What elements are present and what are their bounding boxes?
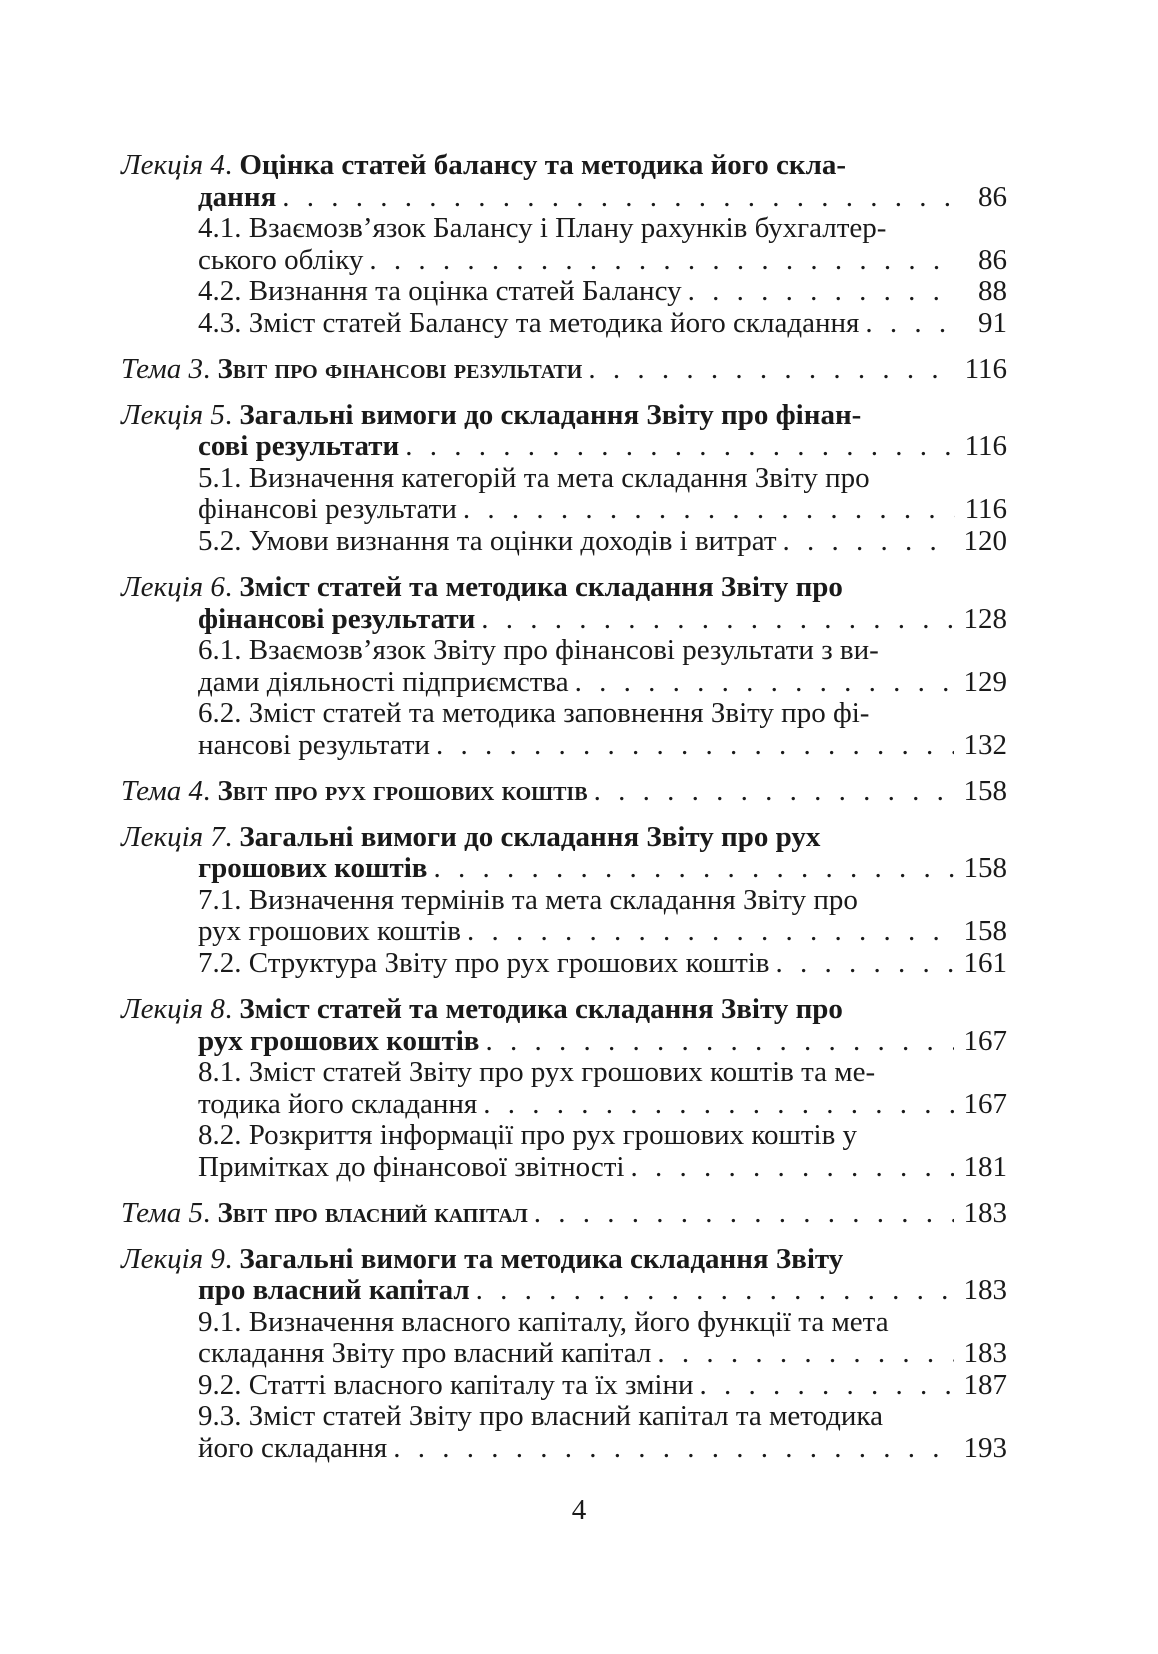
subsection-text: 9.2. Статті власного капіталу та їх зміни: [198, 1368, 694, 1401]
dot-leader: [776, 948, 954, 980]
page-ref: 158: [963, 915, 1007, 947]
subsection-entry[interactable]: [121, 245, 1007, 277]
toc-lecture-entry[interactable]: [121, 572, 1007, 761]
subsection-text: 6.1. Взаємозв’язок Звіту про фінансові результати з ви-: [198, 634, 879, 666]
dot-leader: [865, 308, 955, 340]
lecture-title: Зміст статей та методика складання Звіту про: [239, 993, 843, 1025]
subsection-text: 4.3. Зміст статей Балансу та методика його складання: [198, 306, 860, 339]
subsection-text: 8.1. Зміст статей Звіту про рух грошових коштів та ме-: [198, 1056, 876, 1088]
toc-lecture-entry[interactable]: [121, 1244, 1007, 1465]
entry-text: [198, 604, 475, 636]
toc-line: [121, 1026, 1007, 1058]
entry-text: [198, 1026, 479, 1058]
toc-lecture-entry[interactable]: [121, 400, 1007, 558]
dot-leader: [630, 1152, 953, 1184]
subsection-entry[interactable]: [121, 1338, 1007, 1370]
theme-title: Звіт про рух грошових коштів: [217, 775, 588, 807]
lecture-prefix: Лекція 4: [121, 149, 225, 181]
subsection-entry[interactable]: [121, 948, 1007, 980]
subsection-text: складання Звіту про власний капітал: [198, 1337, 652, 1369]
toc-line: Лекція 9. Загальні вимоги та методика складання Звіту: [121, 1242, 844, 1275]
page-ref: 158: [963, 775, 1007, 807]
toc-lecture-entry[interactable]: [121, 150, 1007, 339]
toc-line: [121, 1307, 1007, 1339]
page-ref: 167: [963, 1024, 1007, 1057]
toc-line: [121, 1120, 1007, 1152]
subsection-text: тодика його складання: [198, 1087, 478, 1120]
subsection-entry[interactable]: [121, 667, 1007, 699]
theme-title: Звіт про фінансові результати: [217, 353, 583, 385]
lecture-prefix: Лекція 5: [121, 398, 225, 431]
page-ref: 116: [964, 430, 1007, 462]
lecture-title: Загальні вимоги до складання Звіту про рух: [239, 820, 821, 853]
theme-prefix: Тема 5: [121, 1197, 203, 1229]
dot-leader: [463, 494, 955, 526]
dot-leader: [369, 245, 955, 277]
toc-line: [121, 1057, 1007, 1089]
subsection-text: нансові результати: [198, 728, 431, 761]
subsection-text: 8.2. Розкриття інформації про рух грошових коштів у: [198, 1119, 858, 1151]
subsection-text: ського обліку: [198, 243, 364, 276]
toc-line: [121, 885, 1007, 917]
dot-leader: [688, 276, 955, 308]
page-ref: 187: [963, 1368, 1007, 1401]
subsection-text: рух грошових коштів: [198, 915, 461, 947]
theme-prefix: Тема 4: [121, 775, 203, 807]
entry-text: [198, 276, 682, 308]
entry-text: Тема 5. Звіт про власний капітал: [121, 1197, 528, 1229]
subsection-text: фінансові результати: [198, 493, 457, 525]
entry-text: [198, 245, 363, 277]
toc-theme-entry[interactable]: [121, 1198, 1007, 1230]
page-ref: 161: [963, 946, 1007, 979]
page-ref: 88: [978, 275, 1007, 307]
entry-text: Тема 3. Звіт про фінансові результати: [121, 353, 583, 385]
toc-line: Лекція 7. Загальні вимоги до складання Звіту про рух: [121, 820, 821, 853]
toc-line: Лекція 5. Загальні вимоги до складання Звіту про фінан-: [121, 398, 862, 431]
lecture-title: Оцінка статей балансу та методика його скла-: [239, 149, 847, 181]
toc-lecture-entry[interactable]: [121, 822, 1007, 980]
subsection-entry[interactable]: [121, 494, 1007, 526]
subsection-entry[interactable]: [121, 526, 1007, 558]
entry-text: [198, 916, 461, 948]
lecture-prefix: Лекція 8: [121, 993, 225, 1025]
subsection-entry[interactable]: [121, 1089, 1007, 1121]
toc-line: [121, 1275, 1007, 1307]
page-ref: 128: [963, 602, 1007, 635]
subsection-text: 9.3. Зміст статей Звіту про власний капітал та методика: [198, 1400, 883, 1432]
toc-line: [121, 698, 1007, 730]
entry-text: [198, 431, 399, 463]
subsection-text: 5.1. Визначення категорій та мета складання Звіту про: [198, 461, 870, 494]
toc-line: Лекція 4. Оцінка статей балансу та методика його скла-: [121, 149, 847, 181]
subsection-entry[interactable]: [121, 1370, 1007, 1402]
entry-text: [198, 1089, 477, 1121]
subsection-entry[interactable]: [121, 916, 1007, 948]
toc-line: [121, 431, 1007, 463]
page-number: 4: [571, 1494, 587, 1526]
toc-line: [121, 463, 1007, 495]
page-ref: 193: [963, 1431, 1007, 1464]
dot-leader: [405, 431, 954, 463]
entry-text: [198, 1370, 694, 1402]
subsection-text: 7.2. Структура Звіту про рух грошових коштів: [198, 946, 770, 979]
page-ref: 86: [978, 180, 1007, 213]
toc-line: [121, 853, 1007, 885]
subsection-text: його складання: [198, 1431, 388, 1464]
lecture-prefix: Лекція 9: [121, 1242, 225, 1275]
toc-theme-entry[interactable]: [121, 354, 1007, 386]
toc-line: [121, 635, 1007, 667]
page-ref: 183: [963, 1337, 1007, 1369]
dot-leader: [483, 1089, 953, 1121]
dot-leader: [783, 526, 954, 558]
dot-leader: [393, 1433, 953, 1465]
subsection-text: 6.2. Зміст статей та методика заповнення Звіту про фі-: [198, 697, 870, 729]
toc-line: [121, 354, 1007, 386]
subsection-entry[interactable]: [121, 1433, 1007, 1465]
entry-text: [198, 1152, 624, 1184]
entry-text: [198, 1338, 651, 1370]
lecture-title: грошових коштів: [198, 852, 428, 884]
lecture-title: фінансові результати: [198, 602, 476, 635]
dot-leader: [436, 730, 953, 762]
subsection-entry[interactable]: [121, 308, 1007, 340]
dot-leader: [433, 853, 953, 885]
entry-text: [198, 526, 777, 558]
page-ref: 116: [964, 353, 1007, 385]
dot-leader: [481, 604, 953, 636]
dot-leader: [700, 1370, 954, 1402]
entry-text: [198, 853, 427, 885]
lecture-title: про власний капітал: [198, 1274, 470, 1306]
page-ref: 183: [963, 1274, 1007, 1306]
entry-text: [198, 1275, 470, 1307]
entry-text: [198, 948, 770, 980]
entry-text: Тема 4. Звіт про рух грошових коштів: [121, 775, 588, 807]
table-of-contents: [121, 150, 1007, 1479]
dot-leader: [588, 354, 954, 386]
toc-line: Лекція 6. Зміст статей та методика складання Звіту про: [121, 571, 843, 603]
subsection-text: дами діяльності підприємства: [198, 665, 569, 698]
theme-prefix: Тема 3: [121, 353, 203, 385]
toc-line: [121, 604, 1007, 636]
page-ref: 129: [963, 665, 1007, 698]
toc-lecture-entry[interactable]: [121, 994, 1007, 1183]
dot-leader: [534, 1198, 954, 1230]
toc-line: [121, 776, 1007, 808]
entry-text: [198, 308, 859, 340]
dot-leader: [657, 1338, 953, 1370]
entry-text: [198, 182, 276, 214]
page-ref: 181: [963, 1150, 1007, 1183]
entry-text: [198, 730, 430, 762]
subsection-text: 5.2. Умови визнання та оцінки доходів і витрат: [198, 524, 777, 557]
lecture-title: Загальні вимоги до складання Звіту про фінан-: [239, 398, 862, 431]
lecture-title: рух грошових коштів: [198, 1024, 480, 1057]
entry-text: [198, 667, 569, 699]
lecture-title: дання: [198, 180, 277, 213]
page-ref: 167: [963, 1087, 1007, 1120]
subsection-text: 7.1. Визначення термінів та мета складання Звіту про: [198, 883, 858, 916]
toc-line: [121, 1198, 1007, 1230]
dot-leader: [476, 1275, 954, 1307]
entry-text: [198, 1433, 387, 1465]
dot-leader: [594, 776, 954, 808]
toc-line: [121, 213, 1007, 245]
toc-theme-entry[interactable]: [121, 776, 1007, 808]
page-ref: 91: [978, 306, 1007, 339]
page-ref: 132: [963, 728, 1007, 761]
subsection-entry[interactable]: [121, 1152, 1007, 1184]
subsection-text: Примітках до фінансової звітності: [198, 1150, 625, 1183]
entry-text: [198, 494, 457, 526]
page-ref: 86: [978, 243, 1007, 276]
page-ref: 120: [963, 524, 1007, 557]
subsection-entry[interactable]: [121, 276, 1007, 308]
theme-title: Звіт про власний капітал: [217, 1197, 528, 1229]
dot-leader: [467, 916, 954, 948]
lecture-prefix: Лекція 7: [121, 820, 225, 853]
lecture-prefix: Лекція 6: [121, 571, 225, 603]
subsection-entry[interactable]: [121, 730, 1007, 762]
subsection-text: 9.1. Визначення власного капіталу, його функції та мета: [198, 1305, 889, 1338]
page-ref: 183: [963, 1197, 1007, 1229]
subsection-text: 4.2. Визнання та оцінка статей Балансу: [198, 275, 682, 307]
toc-line: Лекція 8. Зміст статей та методика складання Звіту про: [121, 993, 843, 1025]
page-ref: 116: [964, 493, 1007, 525]
dot-leader: [282, 182, 955, 214]
lecture-title: сові результати: [198, 430, 400, 462]
toc-line: [121, 1401, 1007, 1433]
dot-leader: [485, 1026, 953, 1058]
lecture-title: Загальні вимоги та методика складання Звіту: [239, 1242, 844, 1275]
toc-line: [121, 182, 1007, 214]
dot-leader: [575, 667, 954, 699]
subsection-text: 4.1. Взаємозв’язок Балансу і Плану рахунків бухгалтер-: [198, 212, 887, 244]
lecture-title: Зміст статей та методика складання Звіту про: [239, 571, 843, 603]
page-ref: 158: [963, 852, 1007, 884]
